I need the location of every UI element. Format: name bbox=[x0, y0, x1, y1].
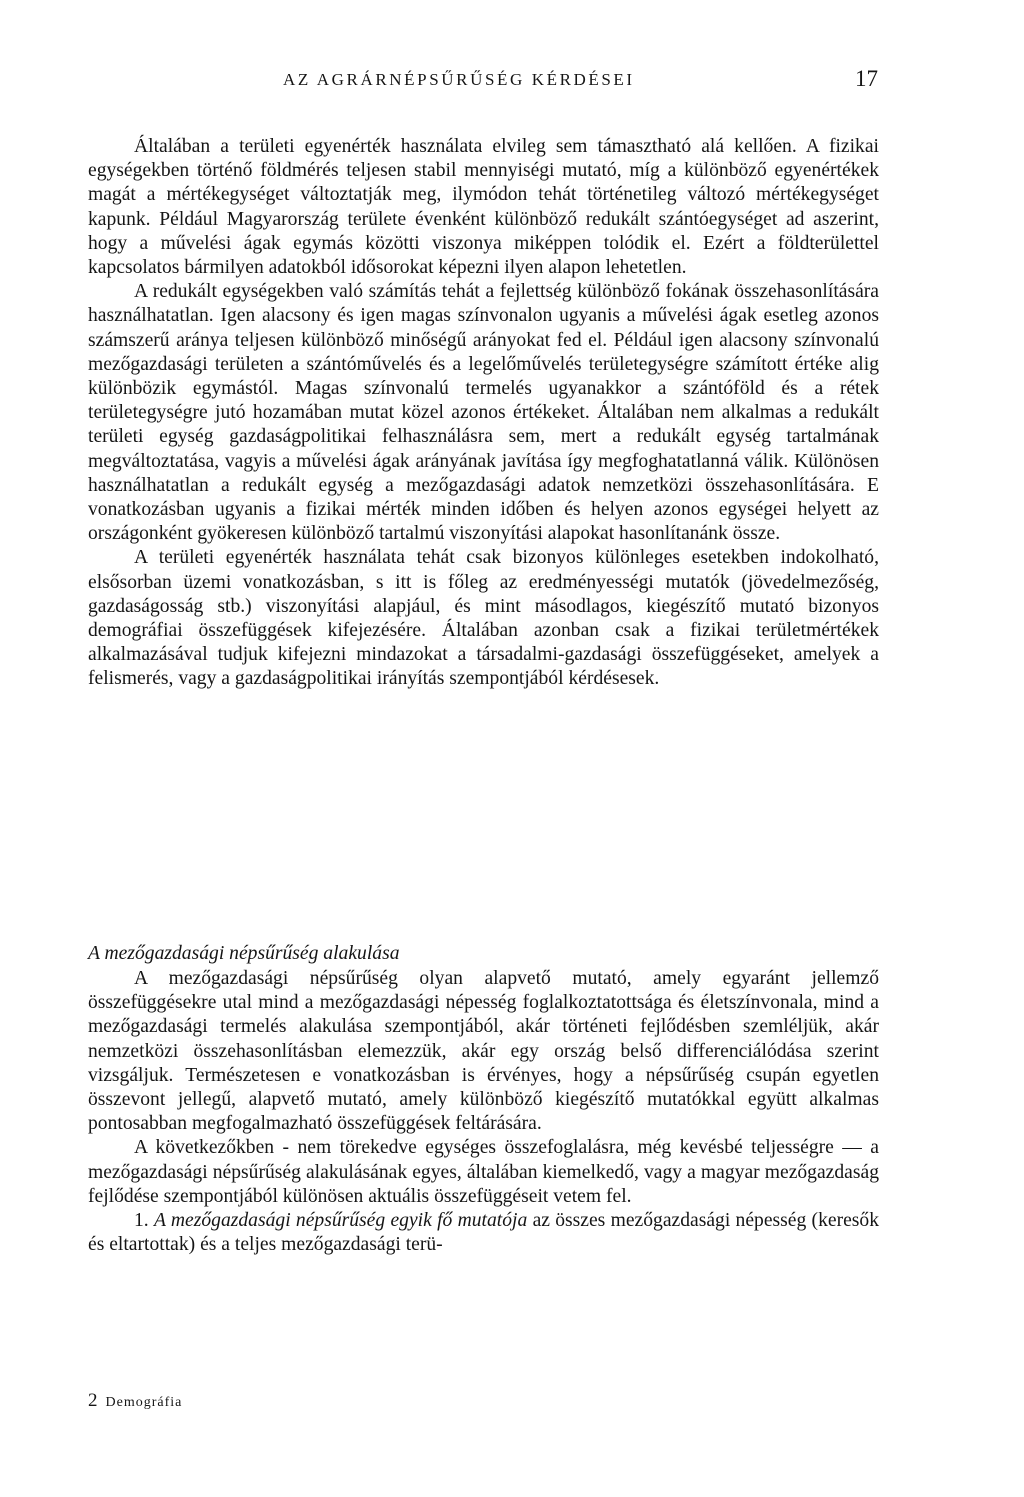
paragraph-6 bbox=[88, 1209, 879, 1257]
running-title: AZ AGRÁRNÉPSŰRŰSÉG KÉRDÉSEI bbox=[283, 70, 635, 89]
paragraph-6-italic: A mezőgazdasági népsűrűség egyik fő mutatója bbox=[154, 1210, 528, 1232]
paragraph-2: A redukált egységekben való számítás tehát a fejlettség különböző fokának összehasonlítására használhatatlan. Igen alacsony és igen magas színvonalon ugyanis a művelési ágak esetleg azonos számszerű aránya teljesen különböző minőségű arányokat fed el. Például igen alacsony színvonalú mezőgazdasági területen a szántóművelés és a legelőművelés területegységre számított értéke alig különbözik egymástól. Magas színvonalú termelés ugyanakkor a szántóföld és a rétek területegységre jutó hozamában mutat közel azonos értékeket. Általában nem alkalmas a redukált területi egység gazdaságpolitikai felhasználásra sem, mert a redukált egység tartalmának megváltoztatása, vagyis a művelési ágak arányának javítása így megfoghatatlanná válik. Különösen használhatatlan a redukált egység a mezőgazdasági adatok nemzetközi összehasonlítására. E vonatkozásban ugyanis a fizikai mérték minden időben és helyen azonos egységei helyett az országonként gyökeresen különböző tartalmú viszonyítási alapokat hasonlítanánk össze. bbox=[88, 281, 879, 545]
paragraph-3: A területi egyenérték használata tehát csak bizonyos különleges esetekben indokolható, elsősorban üzemi vonatkozásban, s itt is főleg az eredményességi mutatók (jövedelmezőség, gazdaságosság stb.) viszonyítási alapjául, és mint másodlagos, kiegészítő mutató bizonyos demográfiai összefüggések kifejezésére. Általában azonban csak a fizikai területmértékek alkalmazásával tudjuk kifejezni mindazokat a társadalmi-gazdasági összefüggéseket, amelyek a felismerés, vagy a gazdaságpolitikai irányítás szempontjából kérdésesek. bbox=[88, 547, 879, 690]
page-number: 17 bbox=[855, 66, 878, 91]
signature-number: 2 bbox=[88, 1390, 98, 1411]
signature-label: Demográfia bbox=[105, 1395, 183, 1410]
paragraph-6-number: 1. bbox=[134, 1210, 149, 1232]
main-text-upper bbox=[88, 135, 879, 692]
paragraph-5: A következőkben - nem törekedve egységes összefoglalásra, még kevésbé teljességre — a mezőgazdasági népsűrűség alakulásának egyes, általában kiemelkedő, vagy a magyar mezőgazdaság fejlődése szempontjából különösen aktuális összefüggéseit vetem fel. bbox=[88, 1137, 879, 1207]
footer-signature bbox=[88, 1390, 182, 1412]
paragraph-4: A mezőgazdasági népsűrűség olyan alapvető mutató, amely egyaránt jellemző összefüggésekre utal mind a mezőgazdasági népesség foglalkoztatottsága és életszínvonala, mind a mezőgazdasági termelés alakulása szempontjából, akár történeti fejlődésben szemléljük, akár nemzetközi összehasonlításban elemezzük, akár egy ország belső differenciálódása szerint vizsgáljuk. Természetesen e vonatkozásban is érvényes, hogy a népsűrűség csupán egyetlen összevont jellegű, alapvető mutató, amely különböző kiegészítő mutatókkal együtt alkalmas pontosabban megfogalmazható összefüggések feltárására. bbox=[88, 968, 879, 1135]
paragraph-1: Általában a területi egyenérték használata elvileg sem támasztható alá kellően. A fizikai egységekben történő földmérés teljesen stabil mennyiségi mutató, míg a különböző egyenértékek magát a mértékegységet változtatják meg, ilymódon tehát történetileg változó mértékegységet kapunk. Például Magyarország területe évenként különböző redukált szántóegységet ad aszerint, hogy a művelési ágak egymás közötti viszonya miképpen tolódik el. Ezért a földterülettel kapcsolatos bármilyen adatokból idősorokat képezni ilyen alapon lehetetlen. bbox=[88, 136, 879, 279]
section-heading: A mezőgazdasági népsűrűség alakulása bbox=[88, 943, 400, 964]
main-text-lower bbox=[88, 967, 879, 1257]
paragraph-6-text: az összes mezőgazdasági népesség (keresők és eltartottak) és a teljes mezőgazdasági terü- bbox=[88, 1210, 880, 1256]
